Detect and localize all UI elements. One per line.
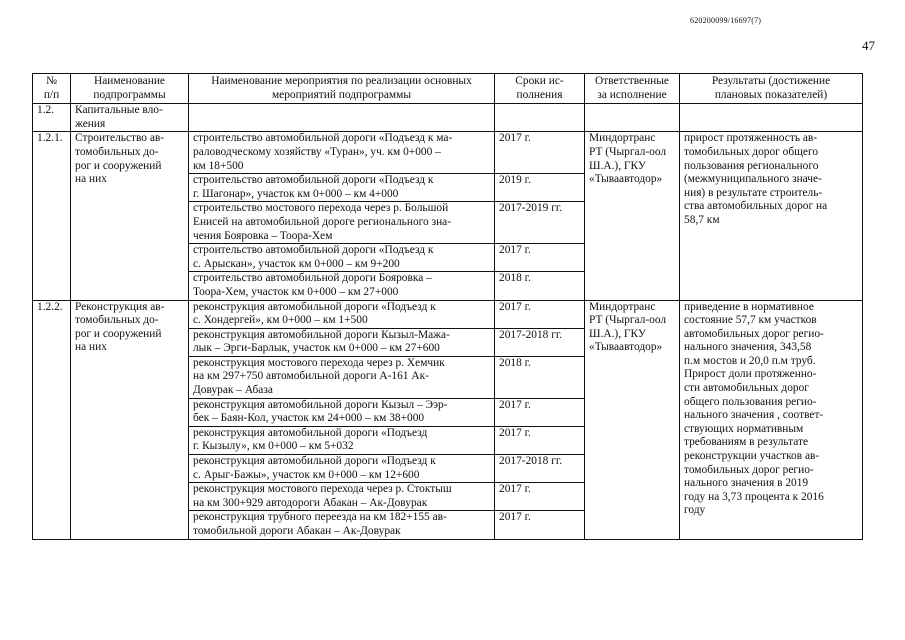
section-activity [189, 104, 495, 132]
activity-cell: реконструкция автомобильной дороги Кызыл-Мажа- лык – Эрги-Барлык, участок км 0+000 – км 27+600 [189, 328, 495, 356]
deadline-cell: 2017-2018 гг. [495, 455, 585, 483]
section-row [33, 104, 863, 132]
activity-cell: строительство автомобильной дороги Бояровка – Тоора-Хем, участок км 0+000 – км 27+000 [189, 272, 495, 300]
table-row [33, 132, 863, 174]
header-responsible: Ответственные за исполнение [585, 74, 680, 104]
activity-cell: реконструкция трубного переезда на км 182+155 ав- томобильной дороги Абакан – Ак-Довурак [189, 511, 495, 539]
table-row [33, 300, 863, 328]
activity-cell: строительство автомобильной дороги «Подъезд к г. Шагонар», участок км 0+000 – км 4+000 [189, 174, 495, 202]
activity-cell: реконструкция автомобильной дороги «Подъезд к с. Арыг-Бажы», участок км 0+000 – км 12+600 [189, 455, 495, 483]
header-activity: Наименование мероприятия по реализации основных мероприятий подпрограммы [189, 74, 495, 104]
section-results [680, 104, 863, 132]
activity-cell: строительство автомобильной дороги «Подъезд к ма- раловодческому хозяйству «Туран», уч. км 0+000 – км 18+500 [189, 132, 495, 174]
activity-cell: реконструкция мостового перехода через р. Стоктыш на км 300+929 автодороги Абакан – Ак-Довурак [189, 483, 495, 511]
header-deadline: Сроки ис- полнения [495, 74, 585, 104]
deadline-cell: 2017-2019 гг. [495, 202, 585, 244]
document-code: 620200099/16697(7) [690, 16, 762, 25]
header-num: № п/п [33, 74, 71, 104]
activity-cell: строительство автомобильной дороги «Подъезд к с. Арыскан», участок км 0+000 – км 9+200 [189, 244, 495, 272]
group-name: Реконструкция ав- томобильных до- рог и сооружений на них [71, 300, 189, 539]
result-cell: прирост протяженность ав- томобильных дорог общего пользования регионального (межмуниципального значе- ния) в результате строитель- ства автомобильных дорог на 58,7 км [680, 132, 863, 300]
deadline-cell: 2017 г. [495, 398, 585, 426]
responsible-cell: Миндортранс РТ (Чыргал-оол Ш.А.), ГКУ «Тываавтодор» [585, 132, 680, 300]
deadline-cell: 2017 г. [495, 483, 585, 511]
deadline-cell: 2017-2018 гг. [495, 328, 585, 356]
group-name: Строительство ав- томобильных до- рог и сооружений на них [71, 132, 189, 300]
activity-cell: строительство мостового перехода через р. Большой Енисей на автомобильной дороге регионального зна- чения Бояровка – Тоора-Хем [189, 202, 495, 244]
header-subprogram: Наименование подпрограммы [71, 74, 189, 104]
result-cell: приведение в нормативное состояние 57,7 км участков автомобильных дорог регио- нального значения, 343,58 п.м мостов и 20,0 п.м труб. Прирост доли протяженно- сти автомобильных дорог общего пользования регио- нального значения , соответ- ствующих нормативным требованиям в результате реконструкции участков ав- томобильных дорог регио- нального значения в 2019 году на 3,73 процента к 2016 году [680, 300, 863, 539]
section-deadline [495, 104, 585, 132]
deadline-cell: 2017 г. [495, 244, 585, 272]
section-num: 1.2. [33, 104, 71, 132]
table-header-row [33, 74, 863, 104]
deadline-cell: 2017 г. [495, 132, 585, 174]
deadline-cell: 2017 г. [495, 426, 585, 454]
activity-cell: реконструкция автомобильной дороги «Подъезд к с. Хондергей», км 0+000 – км 1+500 [189, 300, 495, 328]
deadline-cell: 2019 г. [495, 174, 585, 202]
deadline-cell: 2018 г. [495, 356, 585, 398]
section-responsible [585, 104, 680, 132]
activity-cell: реконструкция мостового перехода через р. Хемчик на км 297+750 автомобильной дороги А-161 Ак- Довурак – Абаза [189, 356, 495, 398]
responsible-cell: Миндортранс РТ (Чыргал-оол Ш.А.), ГКУ «Тываавтодор» [585, 300, 680, 539]
group-num: 1.2.2. [33, 300, 71, 539]
page-number: 47 [862, 38, 875, 53]
activity-cell: реконструкция автомобильной дороги «Подъезд г. Кызылу», км 0+000 – км 5+032 [189, 426, 495, 454]
deadline-cell: 2017 г. [495, 300, 585, 328]
activities-table [32, 73, 863, 540]
deadline-cell: 2017 г. [495, 511, 585, 539]
group-num: 1.2.1. [33, 132, 71, 300]
deadline-cell: 2018 г. [495, 272, 585, 300]
section-name: Капитальные вло- жения [71, 104, 189, 132]
activity-cell: реконструкция автомобильной дороги Кызыл – Ээр- бек – Баян-Кол, участок км 24+000 – км 38+000 [189, 398, 495, 426]
header-results: Результаты (достижение плановых показателей) [680, 74, 863, 104]
